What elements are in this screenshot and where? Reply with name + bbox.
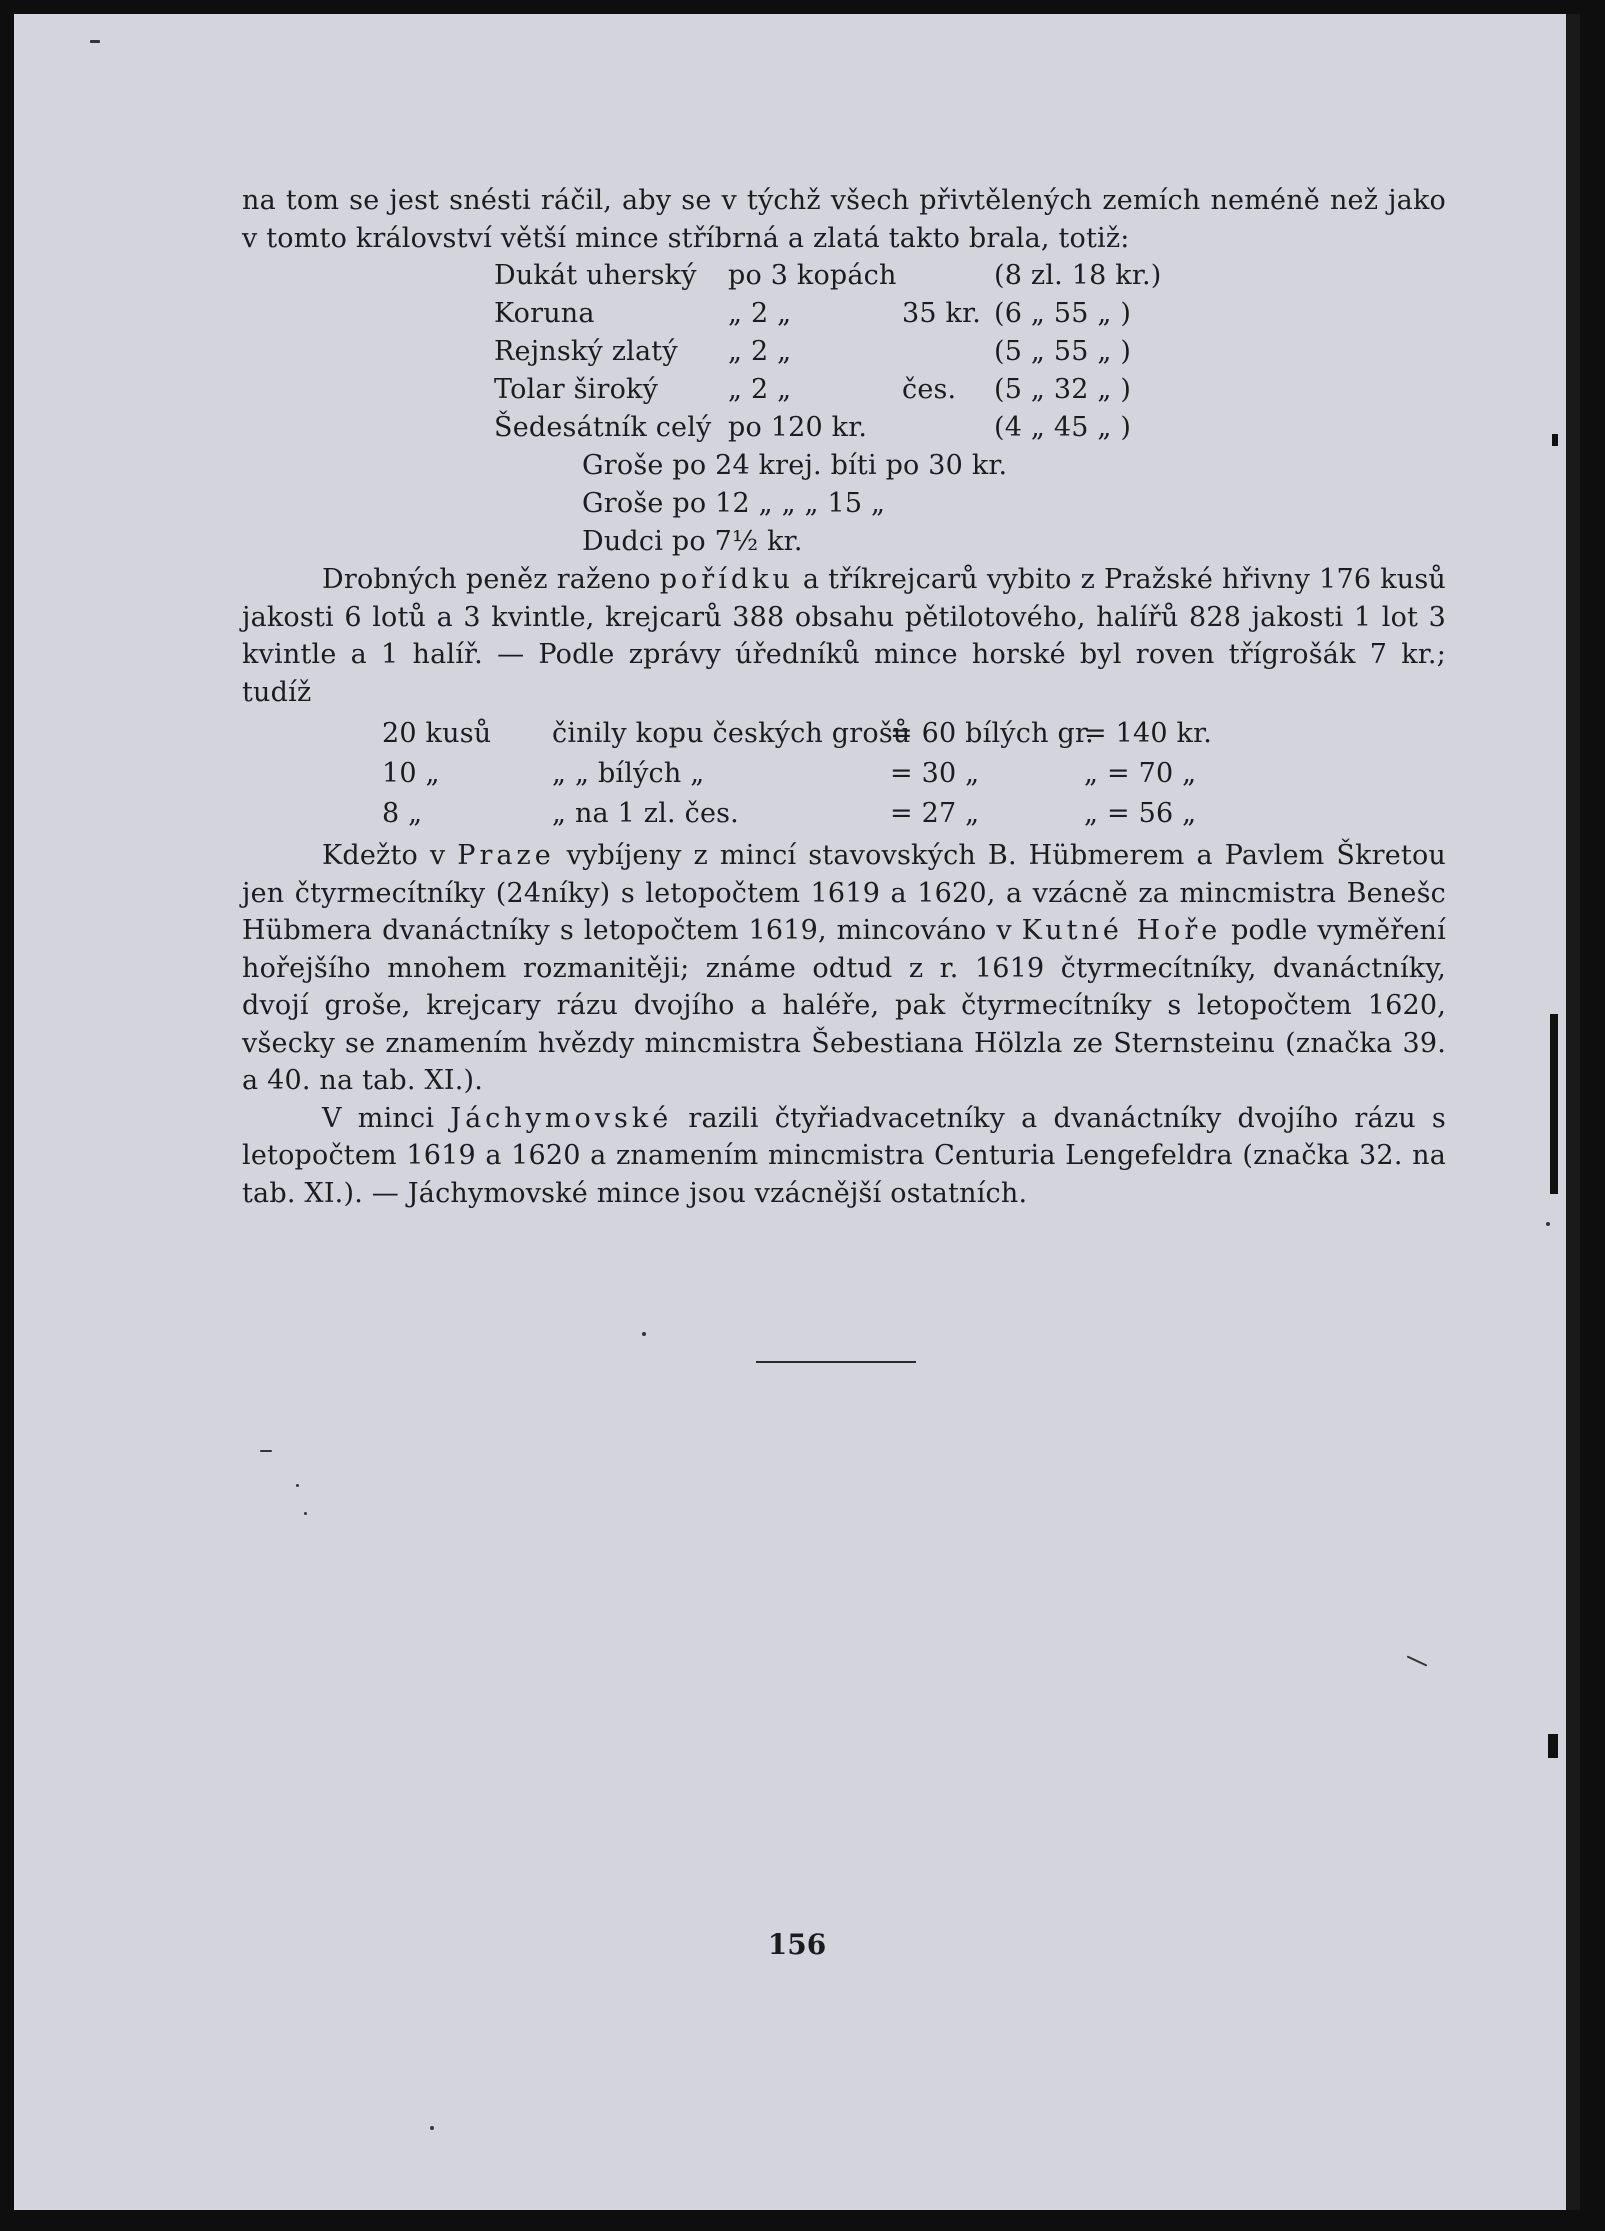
binding-mark: [1548, 1734, 1558, 1758]
eq-end: „ = 56 „: [1084, 798, 1197, 829]
rate-name: Tolar široký: [494, 374, 659, 405]
rate-name: Šedesátník celý: [494, 412, 712, 443]
page-number: 156: [767, 1928, 827, 1961]
eq-end: „ = 70 „: [1084, 758, 1197, 789]
para2-after: a tříkrejcarů vybito z Pražské hřivny 176 kusů jakosti 6 lotů a 3 kvintle, krejcarů 388 obsahu pětilotového, halířů 828 jakosti 1 lot 3 kvintle a 1 halíř. — Podle zprávy úředníků mince horské byl roven třígrošák 7 kr.; tudíž: [242, 564, 1446, 708]
rate-amount: „ 2 „: [728, 374, 792, 405]
sub-rate-text: Dudci po 7½ kr.: [582, 526, 803, 557]
rate-value: (5 „ 32 „ ): [994, 374, 1132, 405]
rate-value: (4 „ 45 „ ): [994, 412, 1132, 443]
rate-amount: „ 2 „: [728, 336, 792, 367]
rate-amount: po 120 kr.: [728, 412, 868, 443]
eq-desc: činily kopu českých grošů: [552, 718, 911, 749]
section-separator-line: [756, 1361, 916, 1363]
equation-table: [242, 715, 1446, 835]
rate-name: Dukát uherský: [494, 260, 697, 291]
sub-rate-text: Groše po 12 „ „ „ 15 „: [582, 488, 886, 519]
sub-rate-row: [242, 523, 1446, 561]
equation-row: [242, 795, 1446, 835]
scan-speck: [90, 40, 100, 43]
para2-spaced: pořídku: [659, 564, 794, 595]
paragraph-small-coins: [242, 561, 1446, 711]
para3-p3: podle vyměření hořejšího mnohem rozmanitěji; známe odtud z r. 1619 čtyrmecítníky, dvanáctníky, dvojí groše, krejcary rázu dvojího a haléře, pak čtyrmecítníky s letopočtem 1620, všecky se znamením hvězdy mincmistra Šebestiana Hölzla ze Sternsteinu (značka 39. a 40. na tab. XI.).: [242, 915, 1446, 1096]
paragraph-jachymov: [242, 1100, 1446, 1213]
scan-speck: [642, 1332, 646, 1336]
eq-count: 10 „: [382, 758, 440, 789]
binding-mark: [1552, 434, 1558, 446]
para3-spaced-kutna-hora: Kutné Hoře: [1021, 915, 1222, 946]
eq-mid: = 60 bílých gr.: [890, 718, 1094, 749]
para3-p2: vybíjeny z mincí stavovských B. Hübmerem a Pavlem Škretou jen čtyrmecítníky (24níky) s letopočtem 1619 a 1620, a vzácně za mincmistra Benešc Hübmera dvanáctníky s letopočtem 1619, mincováno v: [242, 840, 1447, 946]
sub-rate-row: [242, 447, 1446, 485]
rate-row: [242, 371, 1446, 409]
rate-value: (6 „ 55 „ ): [994, 298, 1132, 329]
rate-extra: 35 kr.: [902, 298, 982, 329]
sub-rate-text: Groše po 24 krej. bíti po 30 kr.: [582, 450, 1008, 481]
eq-desc: „ „ bílých „: [552, 758, 705, 789]
eq-count: 20 kusů: [382, 718, 492, 749]
rate-row: [242, 333, 1446, 371]
eq-count: 8 „: [382, 798, 423, 829]
binding-mark: [1550, 1014, 1558, 1194]
para4-p1: V minci: [322, 1102, 451, 1134]
para3-spaced-praze: Praze: [457, 840, 555, 871]
scan-speck: [1546, 1222, 1550, 1226]
rate-row: [242, 409, 1446, 447]
document-page: [14, 14, 1580, 2210]
rate-extra: čes.: [902, 374, 957, 405]
rate-row: [242, 295, 1446, 333]
rate-amount: „ 2 „: [728, 298, 792, 329]
rate-name: Koruna: [494, 298, 595, 329]
rate-value: (8 zl. 18 kr.): [994, 260, 1162, 291]
rate-amount: po 3 kopách: [728, 260, 897, 291]
rate-value: (5 „ 55 „ ): [994, 336, 1132, 367]
scan-speck: [1407, 1655, 1428, 1666]
para2-before: Drobných peněz raženo: [322, 564, 660, 595]
coin-rate-table: [242, 257, 1446, 561]
rate-name: Rejnský zlatý: [494, 336, 678, 367]
eq-desc: „ na 1 zl. čes.: [552, 798, 739, 829]
para3-p1: Kdežto v: [322, 840, 458, 871]
para4-spaced-jachymovske: Jáchymovské: [450, 1102, 673, 1134]
sub-rate-row: [242, 485, 1446, 523]
eq-mid: = 27 „: [890, 798, 980, 829]
equation-row: [242, 715, 1446, 755]
eq-end: = 140 kr.: [1084, 718, 1213, 749]
equation-row: [242, 755, 1446, 795]
rate-row: [242, 257, 1446, 295]
scan-speck: [304, 1512, 307, 1515]
paragraph-prague-kutna-hora: [242, 837, 1446, 1100]
scan-speck: [296, 1484, 299, 1487]
eq-mid: = 30 „: [890, 758, 980, 789]
scan-speck: [260, 1450, 272, 1452]
text-body: [242, 182, 1446, 1212]
intro-paragraph: na tom se jest snésti ráčil, aby se v týchž všech přivtělených zemích neméně než jako v tomto království větší mince stříbrná a zlatá takto brala, totiž:: [242, 185, 1446, 254]
para4-p2: razili čtyřiadvacetníky a dvanáctníky dvojího rázu s letopočtem 1619 a 1620 a znamením mincmistra Centuria Lengefeldra (značka 32. na tab. XI.). — Jáchymovské mince jsou vzácnější ostatních.: [242, 1102, 1446, 1209]
scan-speck: [430, 2126, 434, 2130]
